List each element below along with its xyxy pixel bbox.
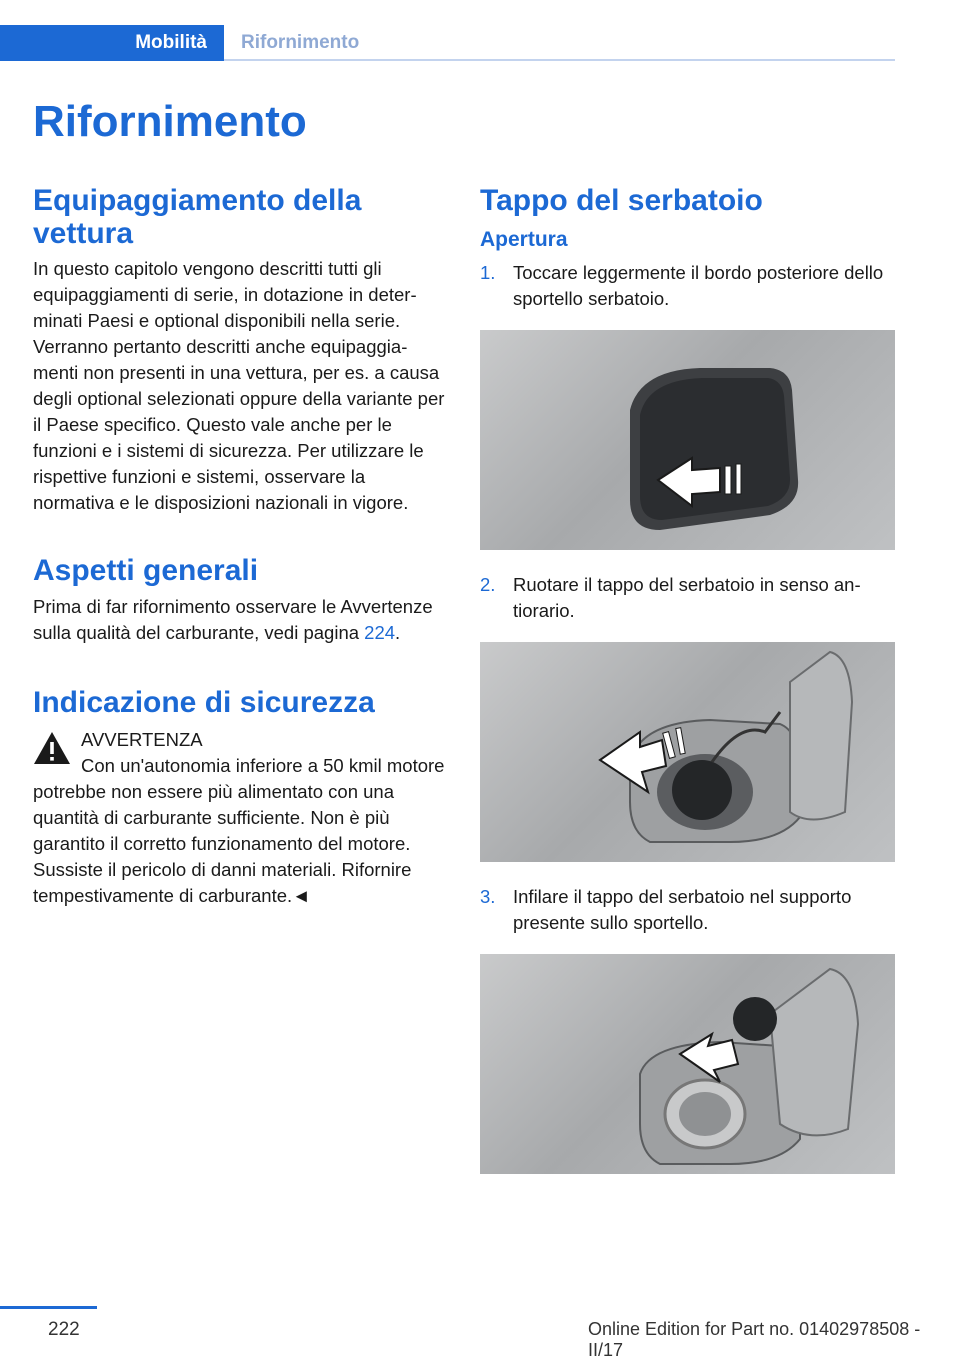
- page-title: Rifornimento: [33, 97, 307, 146]
- photo-fuel-cap-holder: [480, 954, 895, 1174]
- section-title-tappo: Tappo del serbatoio: [480, 184, 763, 217]
- subsection-title-apertura: Apertura: [480, 228, 568, 251]
- section-title-equipaggiamento: Equipaggiamento della vettura: [33, 184, 362, 250]
- step-3: [480, 884, 895, 936]
- step-number: 2.: [480, 574, 496, 595]
- warning-text-body: Con un'autonomia inferiore a 50 kmil motore potrebbe non essere più alimentato con una quantità di carburante sufficiente. Non è più garantito il corretto funzionamento del motore. Sussiste il pericolo di danni materiali. Rifornire tempestivamente di carburante.◄: [33, 755, 445, 906]
- section-title-sicurezza: Indicazione di sicurezza: [33, 686, 375, 719]
- tab-mobilita[interactable]: Mobilità: [0, 25, 224, 61]
- left-column: [33, 184, 445, 909]
- fuel-cap-holder-illustration: [480, 954, 895, 1174]
- step-1: [480, 260, 895, 312]
- fuel-flap-illustration: [480, 330, 895, 550]
- photo-fuel-flap-press: [480, 330, 895, 550]
- step-text: Ruotare il tappo del serbatoio in senso antiorario.: [513, 574, 861, 621]
- warning-text: [33, 753, 445, 909]
- step-number: 3.: [480, 886, 496, 907]
- step-2: [480, 572, 895, 624]
- aspetti-text-a: Prima di far rifornimento osservare le Avvertenze sulla qualità del carburante, vedi pagina: [33, 596, 433, 643]
- step-number: 1.: [480, 262, 496, 283]
- warning-label: AVVERTENZA: [81, 729, 203, 750]
- tab-rifornimento[interactable]: Rifornimento: [241, 32, 360, 53]
- fuel-cap-rotate-illustration: [480, 642, 895, 862]
- edition-note: Online Edition for Part no. 01402978508 - II/17: [588, 1319, 921, 1360]
- warning-triangle-icon: [33, 731, 71, 765]
- right-column: [480, 184, 895, 1174]
- photo-fuel-cap-rotate: [480, 642, 895, 862]
- page-header: [0, 25, 895, 63]
- page-link-224[interactable]: 224: [364, 622, 396, 643]
- step-text: Infilare il tappo del serbatoio nel supporto presente sullo sportello.: [513, 886, 852, 933]
- footer-accent-line: [0, 1306, 97, 1309]
- aspetti-text-b: .: [395, 622, 401, 643]
- section-text-aspetti: [33, 594, 445, 646]
- page-number: 222: [48, 1319, 80, 1340]
- step-text: Toccare leggermente il bordo posteriore dello sportello serbatoio.: [513, 262, 884, 309]
- section-title-aspetti: Aspetti generali: [33, 554, 259, 587]
- warning-block: [33, 727, 445, 753]
- section-text-equipaggiamento: In questo capitolo vengono descritti tutti gli equipaggiamenti di serie, in dotazione in determinati Paesi e optional disponibili nella serie. Verranno pertanto descritti anche equipaggiamenti non presenti in una vettura, per es. a causa degli optional selezionati oppure della variante per il Paese specifico. Questo vale anche per le funzioni e i sistemi di sicurezza. Per utilizzare le rispettive funzioni e sistemi, osservare la normativa e le disposizioni nazionali in vigore.: [33, 258, 445, 513]
- header-divider: [224, 59, 895, 61]
